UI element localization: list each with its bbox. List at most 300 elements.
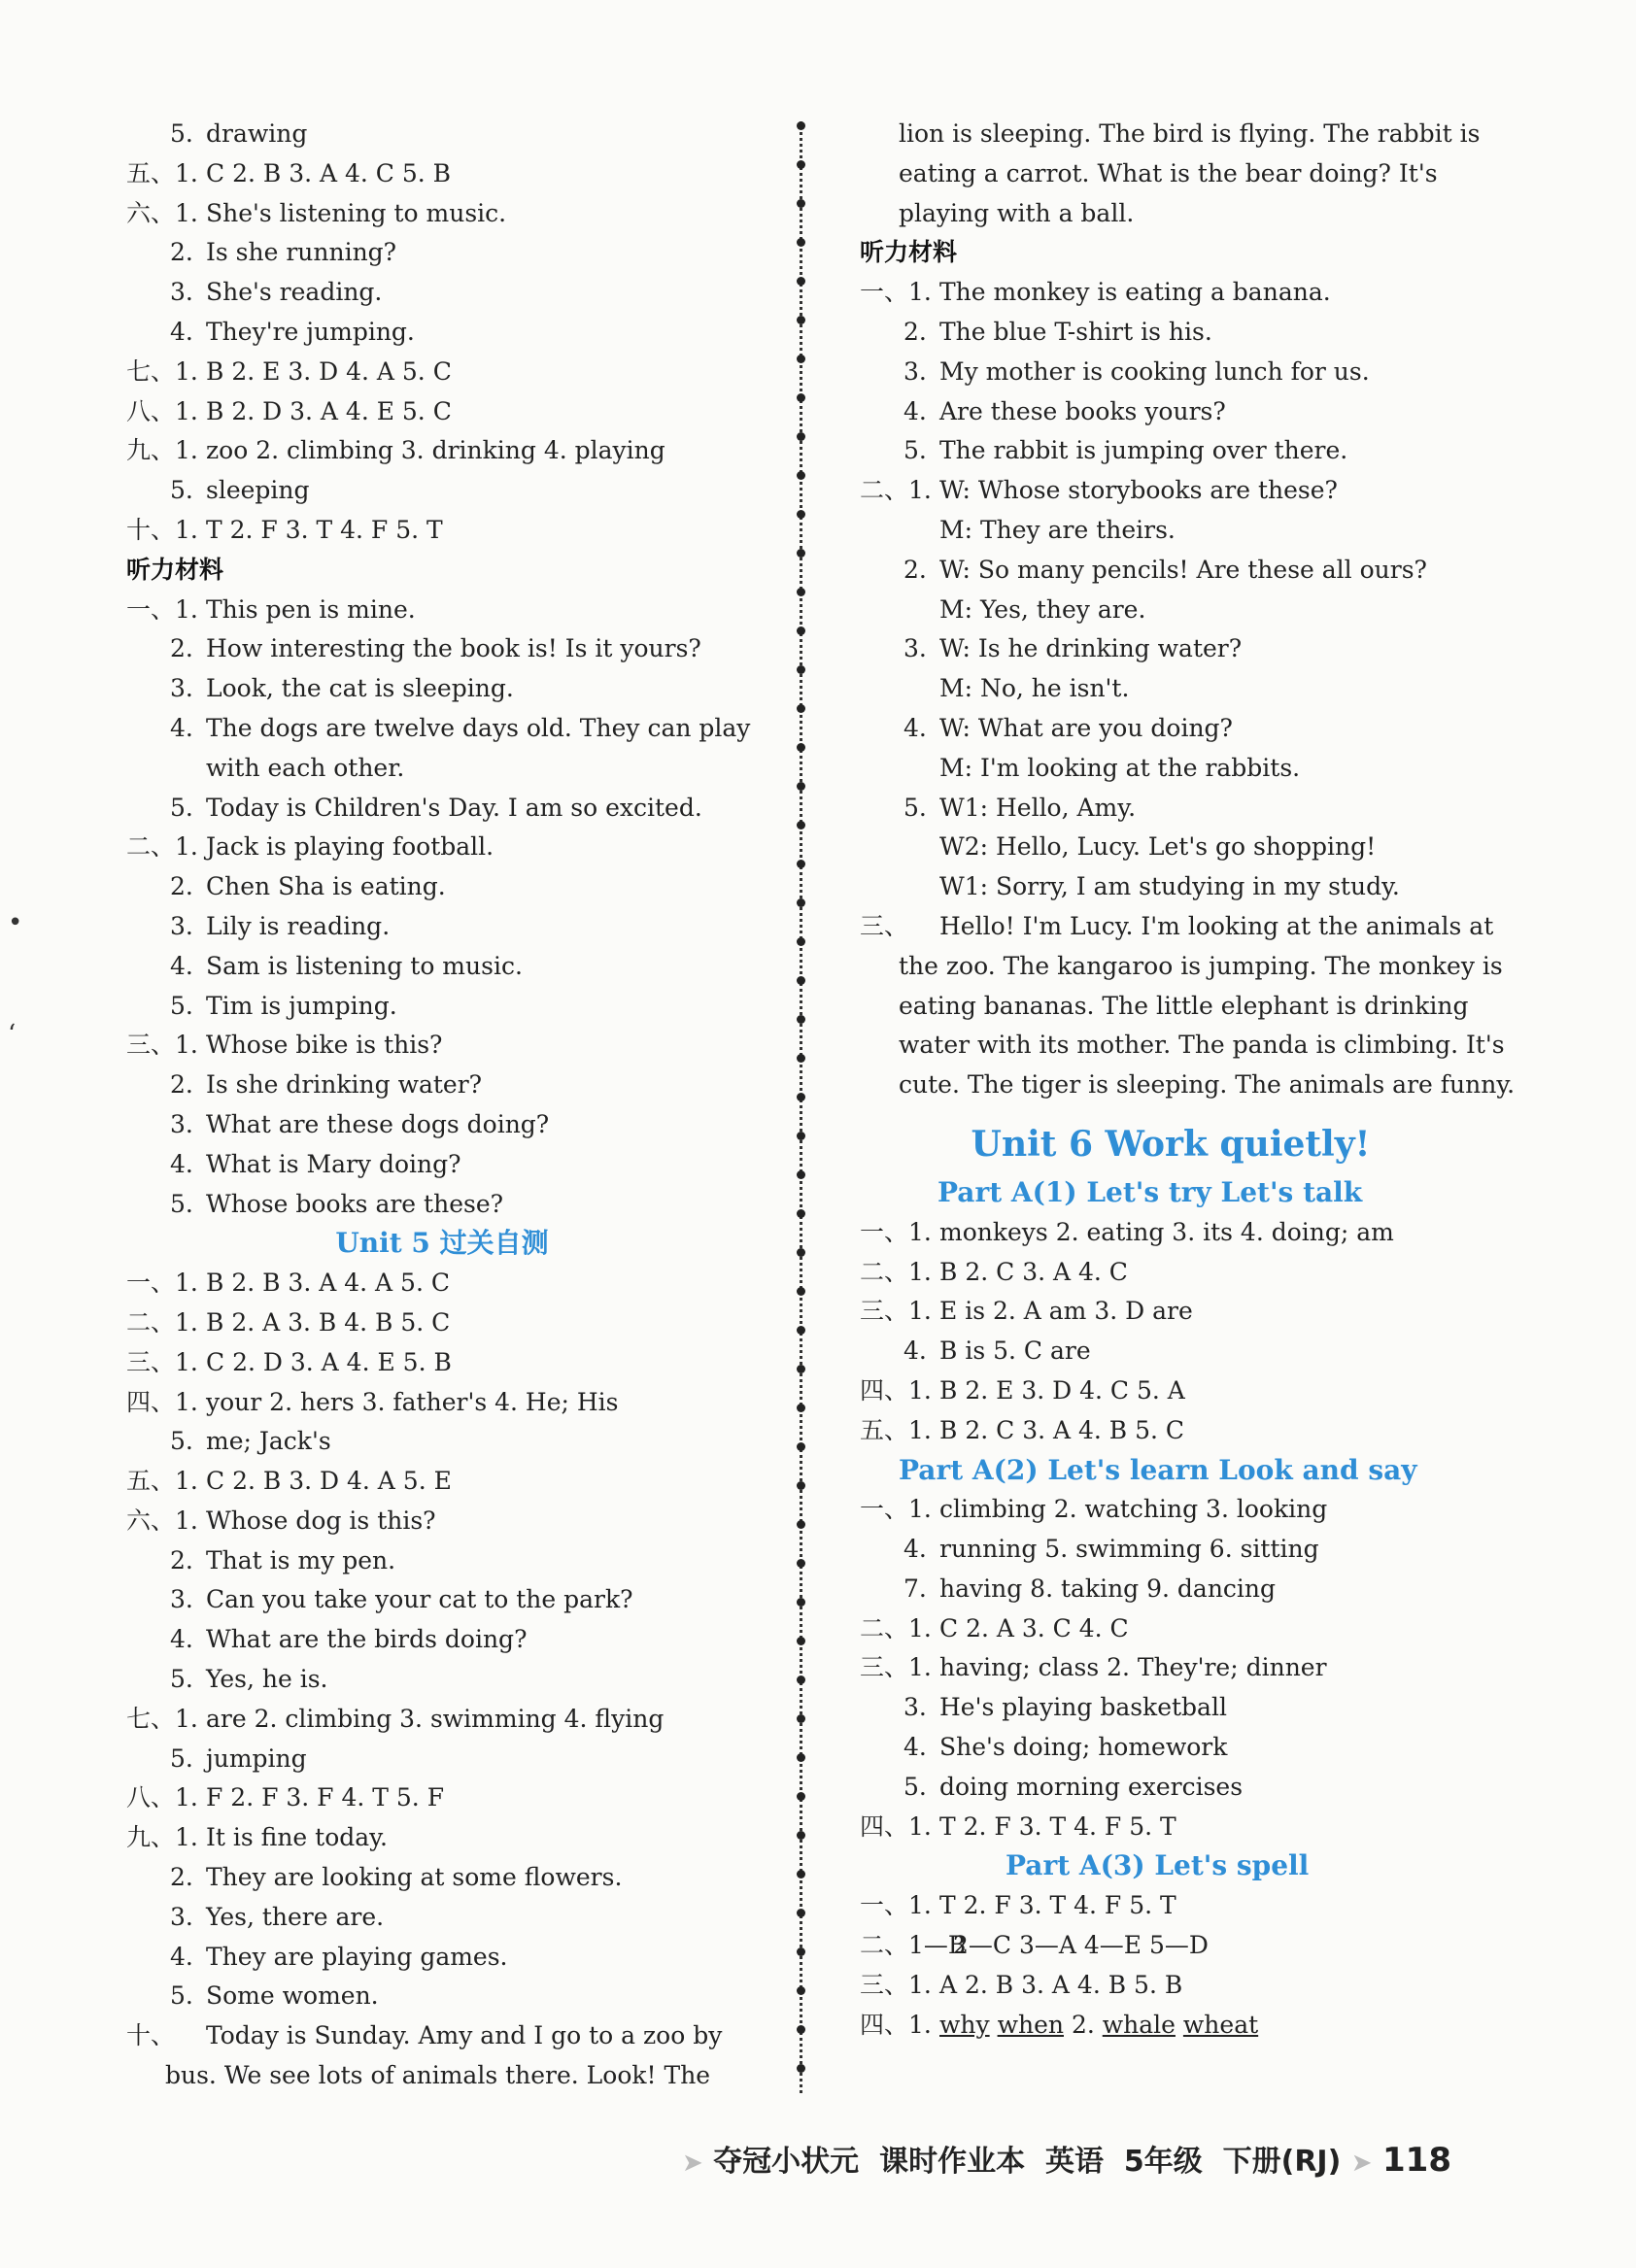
divider-dot bbox=[797, 316, 805, 324]
item-text: running 5. swimming 6. sitting bbox=[939, 1535, 1319, 1564]
item-text: B 2. B 3. A 4. A 5. C bbox=[206, 1269, 450, 1298]
divider-dot bbox=[797, 393, 805, 402]
item-text: That is my pen. bbox=[206, 1545, 396, 1574]
item-text: Whose dog is this? bbox=[206, 1506, 436, 1535]
answer-line bbox=[860, 1926, 1482, 1966]
answer-line bbox=[860, 1213, 1482, 1253]
item-text: Lily is reading. bbox=[206, 911, 391, 940]
divider-dot bbox=[797, 1870, 805, 1879]
answer-line bbox=[126, 313, 758, 353]
answer-line bbox=[860, 1026, 1505, 1066]
item-number: 二、1. bbox=[860, 476, 932, 505]
page-number: 118 bbox=[1382, 2141, 1451, 2180]
item-number: 5. bbox=[170, 1427, 193, 1456]
answer-line bbox=[126, 1502, 758, 1541]
item-number: 4. bbox=[170, 1625, 193, 1654]
item-number: 九、1. bbox=[126, 1823, 198, 1852]
item-text: C 2. B 3. D 4. A 5. E bbox=[206, 1467, 452, 1496]
item-text: W2: Hello, Lucy. Let's go shopping! bbox=[939, 832, 1377, 862]
item-number: 四、1. bbox=[860, 2010, 932, 2039]
margin-mark: ʻ bbox=[8, 1020, 17, 1049]
answer-line bbox=[860, 987, 1482, 1027]
divider-dot bbox=[797, 1248, 805, 1257]
answer-line bbox=[126, 591, 758, 630]
item-text: bus. We see lots of animals there. Look! The bbox=[165, 2061, 711, 2090]
answer-line bbox=[126, 1898, 758, 1938]
divider-dot bbox=[797, 1831, 805, 1840]
item-number: 十、1. bbox=[126, 515, 198, 544]
answer-line bbox=[860, 1411, 1482, 1451]
item-number: 4. bbox=[170, 713, 193, 742]
divider-dot bbox=[797, 1637, 805, 1645]
item-number: 3. bbox=[170, 1585, 193, 1614]
answer-line bbox=[860, 1609, 1482, 1649]
answer-line bbox=[860, 273, 1482, 313]
answer-line bbox=[860, 629, 1482, 669]
divider-dot bbox=[797, 277, 805, 286]
item-text: He's playing basketball bbox=[939, 1693, 1227, 1722]
item-number: 4. bbox=[170, 1942, 193, 1971]
item-number: 4. bbox=[170, 951, 193, 980]
answer-line bbox=[860, 1332, 1482, 1371]
answer-line bbox=[126, 2016, 758, 2056]
item-text: 2—C 3—A 4—E 5—D bbox=[953, 1931, 1209, 1960]
divider-dot bbox=[797, 704, 805, 713]
item-text: B 2. C 3. A 4. C bbox=[939, 1257, 1128, 1286]
answer-line bbox=[860, 749, 1482, 789]
item-text: eating bananas. The little elephant is drinking bbox=[899, 991, 1469, 1020]
answer-line bbox=[126, 233, 758, 273]
answer-line bbox=[126, 1422, 758, 1462]
item-text: M: No, he isn't. bbox=[939, 674, 1130, 703]
item-text: W: Is he drinking water? bbox=[939, 634, 1243, 663]
answer-line bbox=[126, 669, 758, 709]
divider-dot bbox=[797, 1598, 805, 1607]
item-number: 3. bbox=[903, 1693, 927, 1722]
item-number: 3. bbox=[170, 1109, 193, 1138]
item-number: 5. bbox=[170, 991, 193, 1020]
divider-dot bbox=[797, 1481, 805, 1490]
item-text: cute. The tiger is sleeping. The animals are funny. bbox=[899, 1070, 1516, 1100]
answer-line bbox=[860, 1066, 1516, 1105]
item-text: eating a carrot. What is the bear doing? It's bbox=[899, 158, 1438, 187]
item-number: 2. bbox=[170, 1070, 193, 1100]
answer-line bbox=[126, 1580, 758, 1620]
item-text: W1: Sorry, I am studying in my study. bbox=[939, 872, 1400, 901]
divider-dot bbox=[797, 121, 805, 130]
underlined-word: when bbox=[997, 2010, 1064, 2039]
arrow-icon: ➤ bbox=[681, 2149, 703, 2178]
item-text: Can you take your cat to the park? bbox=[206, 1585, 633, 1614]
underlined-word: whale bbox=[1102, 2010, 1176, 2039]
section-heading: 听力材料 bbox=[860, 238, 958, 267]
item-text: They are playing games. bbox=[206, 1942, 508, 1971]
item-text: the zoo. The kangaroo is jumping. The monkey is bbox=[899, 951, 1503, 980]
divider-dot bbox=[797, 782, 805, 791]
item-number: 3. bbox=[903, 356, 927, 386]
item-number: 六、1. bbox=[126, 198, 198, 227]
divider-dot bbox=[797, 898, 805, 907]
answer-line bbox=[860, 1253, 1482, 1293]
item-text: sleeping bbox=[206, 476, 310, 505]
item-text bbox=[939, 2006, 1258, 2046]
answer-line bbox=[126, 907, 758, 947]
item-number: 五、1. bbox=[860, 1415, 932, 1444]
underlined-word: wheat bbox=[1182, 2010, 1259, 2039]
item-number: 九、1. bbox=[126, 436, 198, 465]
item-text: The blue T-shirt is his. bbox=[939, 317, 1212, 346]
item-text: M: Yes, they are. bbox=[939, 594, 1146, 624]
item-text: The dogs are twelve days old. They can play bbox=[206, 713, 751, 742]
right-column bbox=[860, 115, 1516, 2045]
item-text: B is 5. C are bbox=[939, 1337, 1091, 1366]
answer-line bbox=[126, 1462, 758, 1502]
answer-line bbox=[126, 1858, 758, 1898]
answer-line bbox=[860, 591, 1482, 630]
item-number: 三、1. bbox=[860, 1297, 932, 1326]
item-text: Yes, he is. bbox=[206, 1665, 328, 1694]
item-text: C 2. A 3. C 4. C bbox=[939, 1613, 1129, 1642]
item-number: 3. bbox=[170, 278, 193, 307]
answer-line bbox=[126, 749, 758, 789]
answer-line bbox=[126, 2056, 758, 2096]
answer-line bbox=[860, 789, 1482, 829]
item-number: 5. bbox=[170, 476, 193, 505]
answer-line bbox=[126, 194, 758, 234]
item-text: She's doing; homework bbox=[939, 1733, 1228, 1762]
item-number: 八、1. bbox=[126, 1783, 198, 1812]
item-text: Tim is jumping. bbox=[206, 991, 397, 1020]
item-number: 5. bbox=[170, 1665, 193, 1694]
footer-series: 课时作业本 bbox=[879, 2145, 1026, 2179]
answer-line bbox=[126, 1977, 758, 2016]
item-number: 三、1. bbox=[860, 1653, 932, 1682]
item-text: Sam is listening to music. bbox=[206, 951, 523, 980]
divider-dot bbox=[797, 1132, 805, 1140]
item-number: 七、1. bbox=[126, 356, 198, 386]
item-text: Jack is playing football. bbox=[206, 832, 494, 862]
item-text: B 2. E 3. D 4. A 5. C bbox=[206, 356, 452, 386]
answer-line bbox=[126, 1938, 758, 1978]
part-heading: Part A(2) Let's learn Look and say bbox=[899, 1453, 1417, 1486]
item-text: This pen is mine. bbox=[206, 594, 416, 624]
item-text: B 2. A 3. B 4. B 5. C bbox=[206, 1307, 451, 1337]
item-text: Look, the cat is sleeping. bbox=[206, 674, 514, 703]
item-text: W: Whose storybooks are these? bbox=[939, 476, 1338, 505]
item-text: Some women. bbox=[206, 1981, 379, 2011]
answer-line bbox=[126, 154, 758, 194]
item-text: M: I'm looking at the rabbits. bbox=[939, 753, 1301, 782]
divider-dot bbox=[797, 1520, 805, 1529]
answer-line bbox=[126, 115, 758, 154]
footer-subject: 英语 bbox=[1044, 2145, 1104, 2179]
answer-line bbox=[860, 154, 1482, 194]
item-text: Whose books are these? bbox=[206, 1189, 504, 1218]
item-text: T 2. F 3. T 4. F 5. T bbox=[206, 515, 443, 544]
answer-line bbox=[126, 1700, 758, 1740]
item-text: drawing bbox=[206, 119, 308, 148]
item-text: me; Jack's bbox=[206, 1427, 331, 1456]
item-text: M: They are theirs. bbox=[939, 515, 1176, 544]
answer-line bbox=[126, 1660, 758, 1700]
underlined-word: why bbox=[939, 2010, 990, 2039]
left-column bbox=[126, 115, 758, 2096]
divider-dot bbox=[797, 1909, 805, 1917]
item-number: 3. bbox=[170, 1902, 193, 1931]
divider-dot bbox=[797, 432, 805, 441]
divider-dot bbox=[797, 199, 805, 208]
divider-dot bbox=[797, 860, 805, 868]
item-number: 三、 bbox=[860, 911, 909, 940]
item-text: T 2. F 3. T 4. F 5. T bbox=[939, 1891, 1176, 1920]
item-text: Yes, there are. bbox=[206, 1902, 385, 1931]
answer-line bbox=[126, 353, 758, 392]
answer-line bbox=[860, 1570, 1482, 1609]
item-text: It is fine today. bbox=[206, 1823, 388, 1852]
column-divider bbox=[800, 121, 802, 2093]
answer-line bbox=[860, 907, 1494, 947]
answer-line bbox=[860, 1966, 1482, 2006]
item-number: 4. bbox=[903, 1535, 927, 1564]
answer-line bbox=[860, 867, 1482, 907]
divider-dot bbox=[797, 1326, 805, 1335]
divider-dot bbox=[797, 2064, 805, 2073]
part-heading: Part A(3) Let's spell bbox=[1005, 1849, 1310, 1882]
divider-dot bbox=[797, 976, 805, 985]
item-text: Today is Sunday. Amy and I go to a zoo by bbox=[206, 2021, 723, 2050]
answer-line bbox=[126, 273, 758, 313]
divider-dot bbox=[797, 1947, 805, 1956]
divider-dot bbox=[797, 510, 805, 519]
item-number: 三、1. bbox=[860, 1970, 932, 1999]
item-text: Is she drinking water? bbox=[206, 1070, 483, 1100]
divider-dot bbox=[797, 1714, 805, 1723]
item-number: 2. bbox=[170, 1545, 193, 1574]
item-number: 5. bbox=[170, 1743, 193, 1773]
item-number: 5. bbox=[903, 793, 927, 822]
answer-line bbox=[126, 1541, 758, 1581]
item-number: 二、1. bbox=[860, 1613, 932, 1642]
answer-line bbox=[126, 431, 758, 471]
item-text: B 2. D 3. A 4. E 5. C bbox=[206, 396, 452, 425]
answer-line bbox=[860, 431, 1482, 471]
divider-dot bbox=[797, 1986, 805, 1995]
item-number: 二、1. bbox=[126, 1307, 198, 1337]
item-text: doing morning exercises bbox=[939, 1772, 1244, 1801]
item-text: climbing 2. watching 3. looking bbox=[939, 1495, 1328, 1524]
item-text: having; class 2. They're; dinner bbox=[939, 1653, 1327, 1682]
answer-line bbox=[126, 392, 758, 432]
divider-dot bbox=[797, 355, 805, 363]
answer-line bbox=[126, 1185, 758, 1225]
item-text: your 2. hers 3. father's 4. He; His bbox=[206, 1387, 619, 1416]
item-text: having 8. taking 9. dancing bbox=[939, 1574, 1277, 1603]
page-footer bbox=[682, 2137, 1451, 2180]
divider-dot bbox=[797, 588, 805, 596]
answer-line bbox=[860, 669, 1482, 709]
answer-line bbox=[126, 1818, 758, 1858]
item-text: playing with a ball. bbox=[899, 198, 1135, 227]
item-number: 四、1. bbox=[860, 1811, 932, 1841]
item-text: zoo 2. climbing 3. drinking 4. playing bbox=[206, 436, 665, 465]
divider-dot bbox=[797, 1676, 805, 1684]
item-text: W: So many pencils! Are these all ours? bbox=[939, 555, 1427, 584]
unit-heading: Unit 5 过关自测 bbox=[335, 1227, 549, 1260]
item-number: 4. bbox=[170, 317, 193, 346]
item-number: 八、1. bbox=[126, 396, 198, 425]
divider-dot bbox=[797, 1792, 805, 1801]
item-text: The rabbit is jumping over there. bbox=[939, 436, 1348, 465]
answer-line bbox=[126, 1264, 758, 1303]
answer-line bbox=[860, 2006, 1482, 2046]
divider-dot bbox=[797, 549, 805, 558]
item-number: 2. bbox=[170, 238, 193, 267]
item-number: 7. bbox=[903, 1574, 927, 1603]
item-number: 2. bbox=[903, 555, 927, 584]
answer-line bbox=[126, 947, 758, 987]
answer-line bbox=[126, 1303, 758, 1343]
answer-line bbox=[860, 1530, 1482, 1570]
item-number: 3. bbox=[903, 634, 927, 663]
item-text: C 2. D 3. A 4. E 5. B bbox=[206, 1347, 452, 1376]
item-number: 一、1. bbox=[860, 1891, 932, 1920]
item-text: My mother is cooking lunch for us. bbox=[939, 356, 1370, 386]
item-number: 二、1—B bbox=[860, 1931, 967, 1960]
answer-line bbox=[126, 987, 758, 1027]
item-text: lion is sleeping. The bird is flying. The rabbit is bbox=[899, 119, 1481, 148]
item-number: 五、1. bbox=[126, 1467, 198, 1496]
answer-line bbox=[860, 1688, 1482, 1728]
item-number: 一、1. bbox=[860, 278, 932, 307]
answer-line bbox=[126, 867, 758, 907]
item-number: 4. bbox=[170, 1149, 193, 1178]
footer-brand: 夺冠小状元 bbox=[713, 2145, 860, 2179]
divider-dot bbox=[797, 743, 805, 752]
item-number: 3. bbox=[170, 674, 193, 703]
answer-line bbox=[860, 1490, 1482, 1530]
item-text: The monkey is eating a banana. bbox=[939, 278, 1331, 307]
item-text: C 2. B 3. A 4. C 5. B bbox=[206, 158, 452, 187]
item-number: 三、1. bbox=[126, 1347, 198, 1376]
item-number: 2. bbox=[170, 1863, 193, 1892]
item-number: 一、1. bbox=[860, 1217, 932, 1246]
answer-line bbox=[126, 1343, 758, 1383]
item-text: What are the birds doing? bbox=[206, 1625, 528, 1654]
footer-volume: 下册(RJ) bbox=[1222, 2145, 1342, 2179]
divider-dot bbox=[797, 1365, 805, 1373]
item-number: 五、1. bbox=[126, 158, 198, 187]
item-text: Is she running? bbox=[206, 238, 397, 267]
answer-line bbox=[860, 828, 1482, 867]
item-text: Whose bike is this? bbox=[206, 1031, 443, 1060]
item-number: 5. bbox=[170, 1981, 193, 2011]
answer-line bbox=[860, 511, 1482, 551]
answer-line bbox=[860, 1371, 1482, 1411]
item-text: W1: Hello, Amy. bbox=[939, 793, 1137, 822]
answer-line bbox=[126, 1778, 758, 1818]
footer-grade: 5年级 bbox=[1123, 2145, 1203, 2179]
answer-line bbox=[126, 1066, 758, 1105]
arrow-icon: ➤ bbox=[1350, 2149, 1373, 2178]
item-number: 4. bbox=[903, 1733, 927, 1762]
answer-line bbox=[860, 313, 1482, 353]
item-text: with each other. bbox=[206, 753, 405, 782]
divider-dot bbox=[797, 1404, 805, 1412]
item-number: 5. bbox=[903, 436, 927, 465]
item-number: 二、1. bbox=[860, 1257, 932, 1286]
item-number: 5. bbox=[170, 119, 193, 148]
item-number: 三、1. bbox=[126, 1031, 198, 1060]
answer-line bbox=[126, 828, 758, 867]
answer-line bbox=[126, 1383, 758, 1423]
divider-dot bbox=[797, 1559, 805, 1568]
answer-line bbox=[860, 1728, 1482, 1768]
item-text: W: What are you doing? bbox=[939, 713, 1233, 742]
item-number: 一、1. bbox=[860, 1495, 932, 1524]
item-text: B 2. E 3. D 4. C 5. A bbox=[939, 1375, 1185, 1405]
divider-dot bbox=[797, 1170, 805, 1179]
answer-line bbox=[860, 947, 1503, 987]
divider-dot bbox=[797, 1015, 805, 1024]
answer-line bbox=[126, 1145, 758, 1185]
divider-dot bbox=[797, 2025, 805, 2034]
answer-line bbox=[860, 1292, 1482, 1332]
answer-line bbox=[126, 789, 758, 829]
item-number: 七、1. bbox=[126, 1704, 198, 1733]
divider-dot bbox=[797, 1753, 805, 1762]
divider-dot bbox=[797, 160, 805, 169]
section-heading: 听力材料 bbox=[126, 555, 224, 584]
item-number: 2. bbox=[903, 317, 927, 346]
answer-line bbox=[860, 471, 1482, 511]
item-text: B 2. C 3. A 4. B 5. C bbox=[939, 1415, 1185, 1444]
item-text: She's reading. bbox=[206, 278, 383, 307]
answer-line bbox=[860, 1768, 1482, 1808]
item-text: jumping bbox=[206, 1743, 307, 1773]
item-number: 4. bbox=[903, 713, 927, 742]
answer-line bbox=[126, 709, 758, 749]
item-text: Chen Sha is eating. bbox=[206, 872, 446, 901]
item-number: 2. bbox=[170, 634, 193, 663]
item-number: 二、1. bbox=[126, 832, 198, 862]
answer-line bbox=[126, 1620, 758, 1660]
answer-line bbox=[860, 115, 1482, 154]
item-number: 2. bbox=[1071, 2010, 1103, 2039]
part-heading: Part A(1) Let's try Let's talk bbox=[937, 1175, 1363, 1208]
item-number: 一、1. bbox=[126, 1269, 198, 1298]
answer-line bbox=[126, 1105, 758, 1145]
item-text: What is Mary doing? bbox=[206, 1149, 461, 1178]
item-text: F 2. F 3. F 4. T 5. F bbox=[206, 1783, 445, 1812]
divider-dot bbox=[797, 238, 805, 247]
item-number: 5. bbox=[170, 793, 193, 822]
item-text: are 2. climbing 3. swimming 4. flying bbox=[206, 1704, 665, 1733]
divider-dot bbox=[797, 665, 805, 674]
item-text: E is 2. A am 3. D are bbox=[939, 1297, 1193, 1326]
item-number: 5. bbox=[170, 1189, 193, 1218]
margin-mark: • bbox=[8, 908, 23, 937]
item-number: 四、1. bbox=[860, 1375, 932, 1405]
item-text: A 2. B 3. A 4. B 5. B bbox=[939, 1970, 1183, 1999]
answer-line bbox=[126, 471, 758, 511]
divider-dot bbox=[797, 1287, 805, 1296]
item-number: 4. bbox=[903, 396, 927, 425]
item-text: How interesting the book is! Is it yours? bbox=[206, 634, 701, 663]
unit-title: Unit 6 Work quietly! bbox=[971, 1123, 1371, 1165]
answer-line bbox=[860, 1886, 1482, 1926]
item-text: T 2. F 3. T 4. F 5. T bbox=[939, 1811, 1176, 1841]
divider-dot bbox=[797, 1054, 805, 1063]
